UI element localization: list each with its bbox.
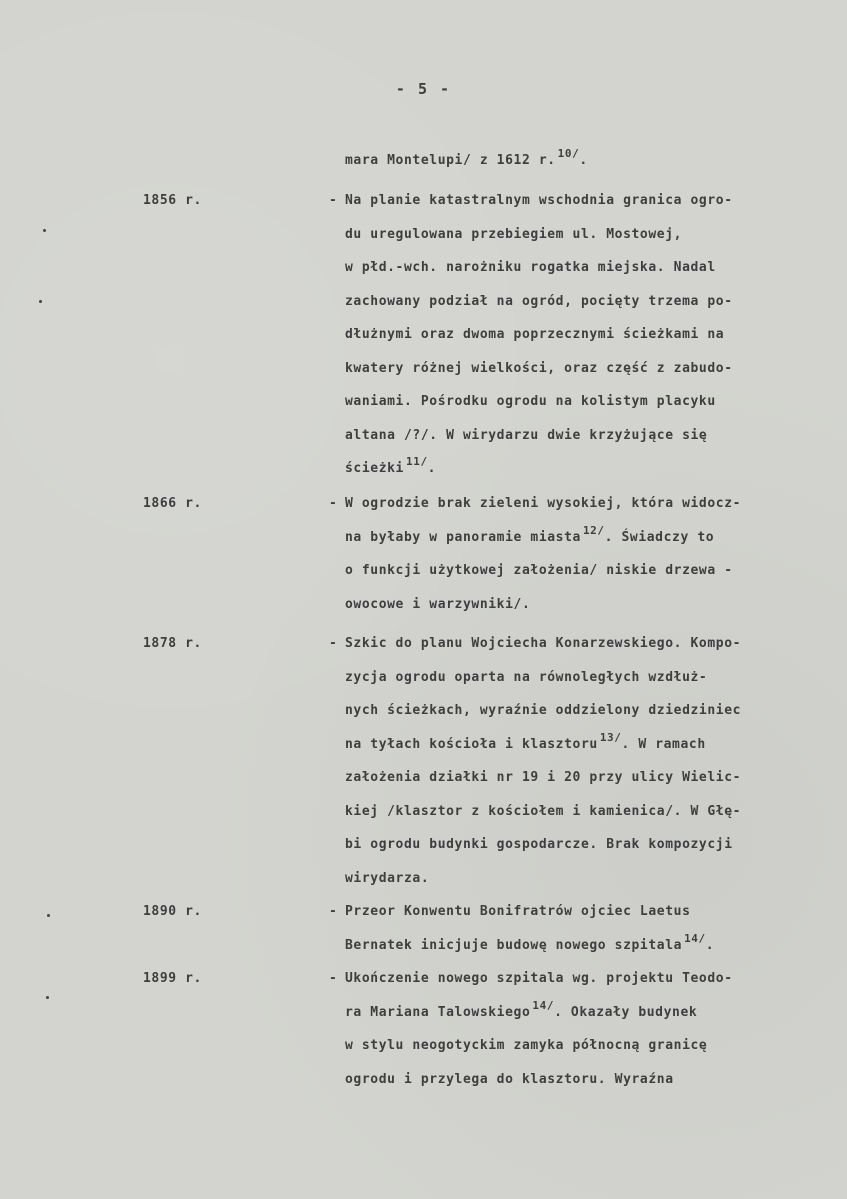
text-line [345,259,716,277]
entry-dash: - [329,971,338,986]
text-line [345,836,733,854]
text-line [345,393,716,411]
text-line [345,192,733,210]
footnote-ref: 12/ [582,523,605,537]
text-segment: . [579,153,588,168]
text-segment: w płd.-wch. narożniku rogatka miejska. Nadal [345,260,716,275]
text-line [345,293,733,311]
entry-year: 1899 r. [143,971,202,986]
text-segment: ra Mariana Talowskiego [345,1004,531,1020]
entry-year: 1878 r. [143,636,202,651]
entry-dash: - [329,636,338,651]
text-segment: ogrodu i przylega do klasztoru. Wyraźna [345,1071,674,1087]
entry-year: 1866 r. [143,496,202,511]
text-segment: Przeor Konwentu Bonifratrów ojciec Laetus [345,904,691,919]
text-segment: ścieżki [345,461,404,476]
text-segment: zachowany podział na ogród, pocięty trzema po- [345,293,733,309]
footnote-ref: 10/ [557,147,580,160]
text-segment: o funkcji użytkowej założenia/ niskie drzewa - [345,563,733,578]
text-line [345,1037,707,1055]
text-segment: du uregulowana przebiegiem ul. Mostowej, [345,226,683,242]
text-line [345,803,741,821]
text-line [345,931,715,955]
text-line [345,635,741,653]
text-line [345,669,707,687]
text-line [345,702,741,720]
text-line [345,427,707,445]
footnote-ref: 13/ [599,730,622,744]
text-segment: Bernatek inicjuje budowę nowego szpitala [345,937,683,953]
text-line [345,870,429,888]
text-segment: Szkic do planu Wojciecha Konarzewskiego. Kompo- [345,636,742,651]
text-segment: . [705,937,715,953]
footnote-ref: 14/ [684,931,706,945]
entry-dash: - [329,904,338,919]
text-line [345,495,741,513]
text-line [345,326,724,344]
text-segment: altana /?/. W wirydarzu dwie krzyżujące się [345,427,708,443]
entry-year: 1890 r. [143,904,202,919]
text-line [345,730,706,754]
text-segment: w stylu neogotyckim zamyka północną granicę [345,1038,708,1053]
margin-mark [47,914,50,917]
text-segment: waniami. Pośrodku ogrodu na kolistym placyku [345,394,716,409]
text-line [345,769,741,787]
text-segment: na tyłach kościoła i klasztoru [345,736,598,752]
text-segment: . Świadczy to [604,529,715,545]
text-segment: . [427,461,437,476]
text-segment: . W ramach [621,736,706,752]
entry-dash: - [329,193,338,208]
text-line [345,970,733,988]
text-segment: bi ogrodu budynki gospodarcze. Brak kompozycji [345,837,733,852]
text-segment: mara Montelupi/ z 1612 r. [345,153,556,168]
entry-dash: - [329,496,338,511]
text-line [345,226,682,244]
text-segment: na byłaby w panoramie miasta [345,529,581,545]
text-line [345,455,437,478]
text-segment: nych ścieżkach, wyraźnie oddzielony dziedziniec [345,703,742,718]
text-segment: kwatery różnej wielkości, oraz część z zabudo- [345,360,733,376]
text-line [345,998,698,1022]
page-number: - 5 - [395,80,452,98]
text-segment: kiej /klasztor z kościołem i kamienica/. W Głę- [345,803,742,819]
text-line [345,147,588,170]
margin-mark [43,229,46,232]
text-segment: wirydarza. [345,870,430,886]
text-line [345,596,530,614]
entry-year: 1856 r. [143,193,202,208]
text-segment: Na planie katastralnym wschodnia granica ogro- [345,193,733,208]
footnote-ref: 14/ [532,998,555,1012]
text-segment: owocowe i warzywniki/. [345,596,531,612]
text-segment: dłużnymi oraz dwoma poprzecznymi ścieżkami na [345,327,725,342]
text-segment: zycja ogrodu oparta na równoległych wzdłuż- [345,669,708,685]
margin-mark [39,300,42,303]
text-line [345,1071,674,1089]
footnote-ref: 11/ [406,455,428,468]
text-line [345,562,733,580]
text-line [345,903,691,921]
text-segment: W ogrodzie brak zieleni wysokiej, która widocz- [345,496,742,511]
margin-mark [46,996,49,999]
text-line [345,360,733,378]
text-line [345,523,715,547]
text-segment: Ukończenie nowego szpitala wg. projektu Teodo- [345,971,733,986]
text-segment: założenia działki nr 19 i 20 przy ulicy Wielic- [345,770,742,785]
text-segment: . Okazały budynek [554,1004,698,1020]
